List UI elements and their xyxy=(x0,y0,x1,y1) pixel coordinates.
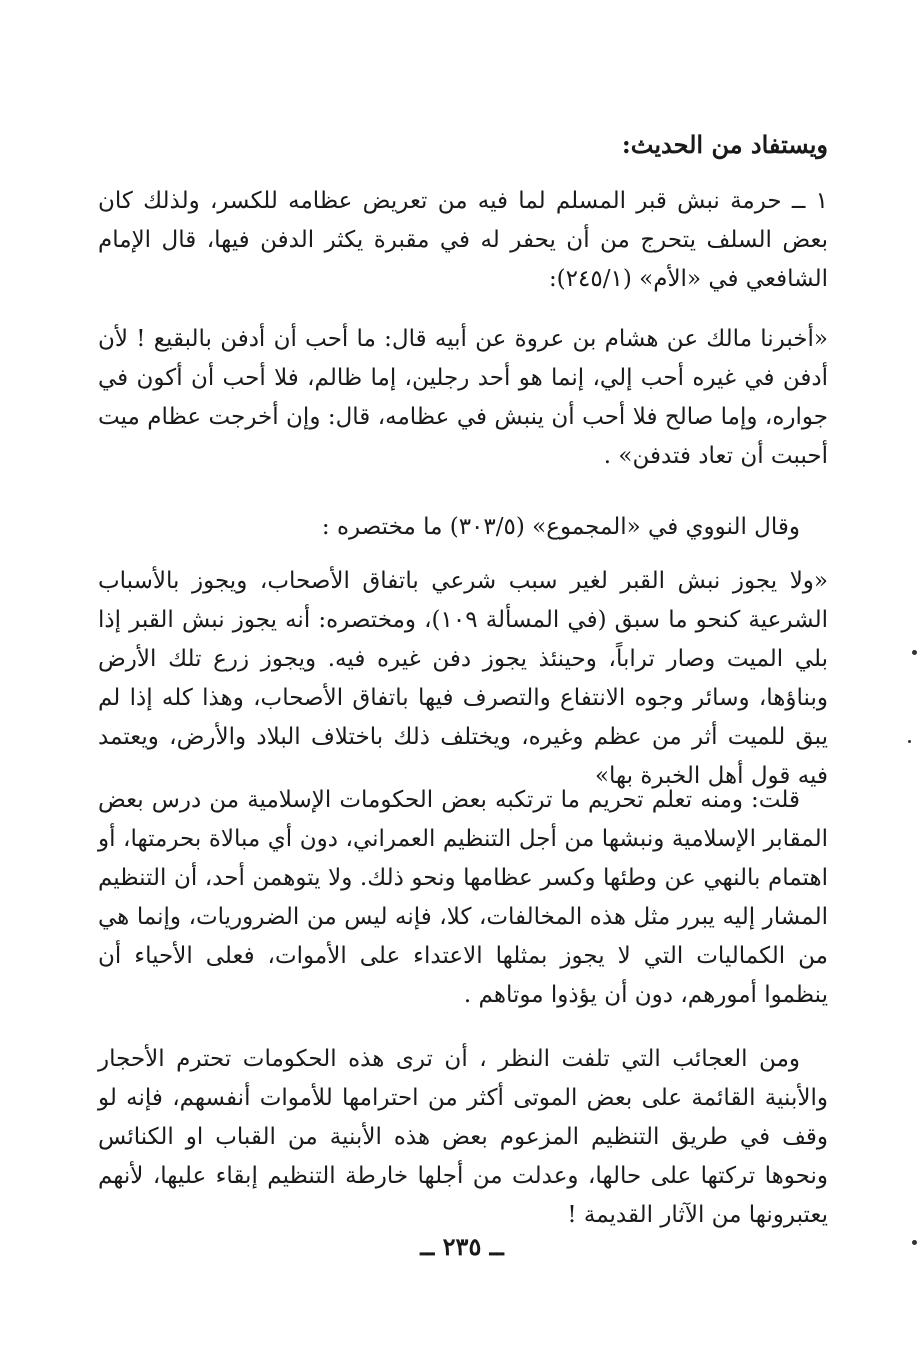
nawawi-intro-text: وقال النووي في «المجموع» (٣٠٣/٥) ما مختصره : xyxy=(321,514,800,540)
author-comment xyxy=(98,781,828,1015)
quote-shafii xyxy=(98,320,828,476)
author-comment-2-text: ومن العجائب التي تلفت النظر ، أن ترى هذه الحكومات تحترم الأحجار والأبنية القائمة على بعض الموتى أكثر من احترامها للأموات أنفسهم، فإنه لو وقف في طريق التنظيم المزعوم بعض هذه الأبنية من القباب او الكنائس ونحوها تركتها على حالها، وعدلت من أجلها خارطة التنظيم إبقاء عليها، لأنهم يعتبرونها من الآثار القديمة ! xyxy=(98,1046,828,1228)
quote-nawawi xyxy=(98,562,828,796)
author-comment-text: قلت: ومنه تعلم تحريم ما ترتكبه بعض الحكومات الإسلامية من درس بعض المقابر الإسلامية ونبشها من أجل التنظيم العمراني، دون أي مبالاة بحرمتها، أو اهتمام بالنهي عن وطئها وكسر عظامها ونحو ذلك. ولا يتوهمن أحد، أن التنظيم المشار إليه يبرر مثل هذه المخالفات، كلا، فإنه ليس من الضروريات، وإنما هي من الكماليات التي لا يجوز بمثلها الاعتداء على الأموات، فعلى الأحياء أن ينظموا أمورهم، دون أن يؤذوا موتاهم . xyxy=(98,787,828,1008)
scan-dot-mark xyxy=(912,650,917,655)
paragraph-1 xyxy=(98,182,828,299)
author-comment-2 xyxy=(98,1040,828,1235)
quote-shafii-text: «أخبرنا مالك عن هشام بن عروة عن أبيه قال: ما أحب أن أدفن بالبقيع ! لأن أدفن في غيره أحب إلي، إنما هو أحد رجلين، إما ظالم، فلا أحب أن أكون في جواره، وإما صالح فلا أحب أن ينبش في عظامه، قال: وإن أخرجت عظام ميت أحببت أن تعاد فتدفن» . xyxy=(98,326,828,469)
scan-dot-mark xyxy=(908,740,911,743)
paragraph-1-text: ١ ــ حرمة نبش قبر المسلم لما فيه من تعريض عظامه للكسر، ولذلك كان بعض السلف يتحرج من أن يحفر له في مقبرة يكثر الدفن فيها، قال الإمام الشافعي في «الأم» (٢٤٥/١): xyxy=(98,188,828,292)
scan-dot-mark xyxy=(912,1240,917,1245)
section-heading: ويستفاد من الحديث: xyxy=(621,130,828,159)
quote-nawawi-text: «ولا يجوز نبش القبر لغير سبب شرعي باتفاق الأصحاب، ويجوز بالأسباب الشرعية كنحو ما سبق (في المسألة ١٠٩)، ومختصره: أنه يجوز نبش القبر إذا بلي الميت وصار تراباً، وحينئذ يجوز دفن غيره فيه. ويجوز زرع تلك الأرض وبناؤها، وسائر وجوه الانتفاع والتصرف فيها باتفاق الأصحاب، وهذا كله إذا لم يبق للميت أثر من عظم وغيره، ويختلف ذلك باختلاف البلاد والأرض، ويعتمد فيه قول أهل الخبرة بها» xyxy=(98,568,828,789)
nawawi-intro xyxy=(98,508,828,547)
page-number: ــ ٢٣٥ ــ xyxy=(420,1232,504,1261)
